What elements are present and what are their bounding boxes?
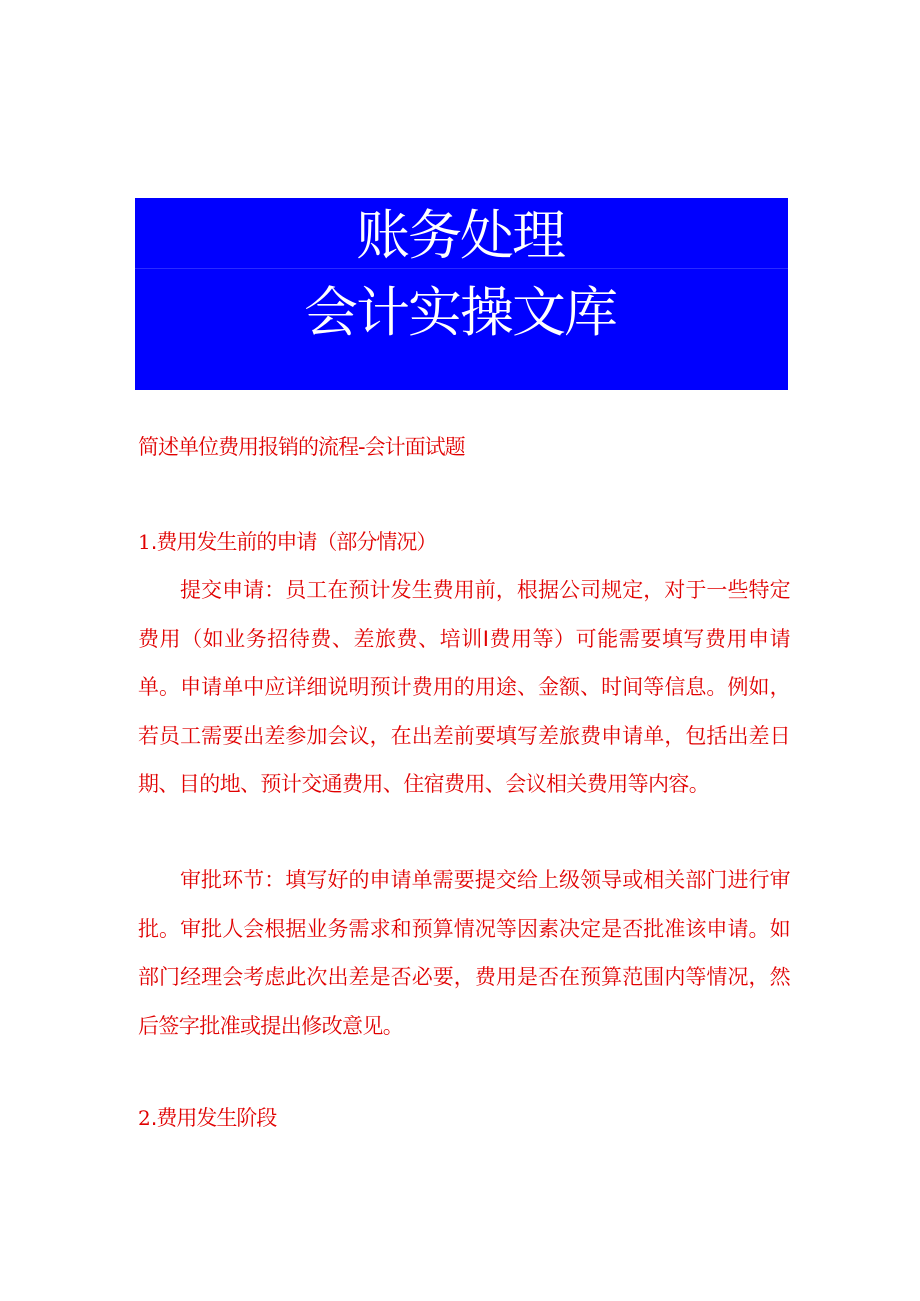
paragraph-apply: 提交申请：员工在预计发生费用前，根据公司规定，对于一些特定费用（如业务招待费、差旅费、培训I费用等）可能需要填写费用申请单。申请单中应详细说明预计费用的用途、金额、时间等信息。例如，若员工需要出差参加会议，在出差前要填写差旅费申请单，包括出差日期、目的地、预计交通费用、住宿费用、会议相关费用等内容。 <box>138 578 790 796</box>
banner-title-line-2: 会计实操文库 <box>304 281 616 344</box>
section-heading-text: .费用发生阶段 <box>150 1106 277 1130</box>
paragraph-approval: 审批环节：填写好的申请单需要提交给上级领导或相关部门进行审批。审批人会根据业务需求和预算情况等因素决定是否批准该申请。如部门经理会考虑此次出差是否必要，费用是否在预算范围内等情况，然后签字批准或提出修改意见。 <box>138 868 790 1038</box>
document-title: 简述单位费用报销的流程-会计面试题 <box>138 435 465 459</box>
section-heading-text: .费用发生前的申请（部分情况） <box>150 530 437 554</box>
section-heading-2 <box>138 1103 276 1133</box>
banner-divider <box>135 268 788 269</box>
section-number: 2 <box>138 1106 151 1130</box>
section-number: 1 <box>138 530 151 554</box>
section-heading-1 <box>138 527 436 557</box>
banner-title-line-1: 账务处理 <box>356 204 564 267</box>
